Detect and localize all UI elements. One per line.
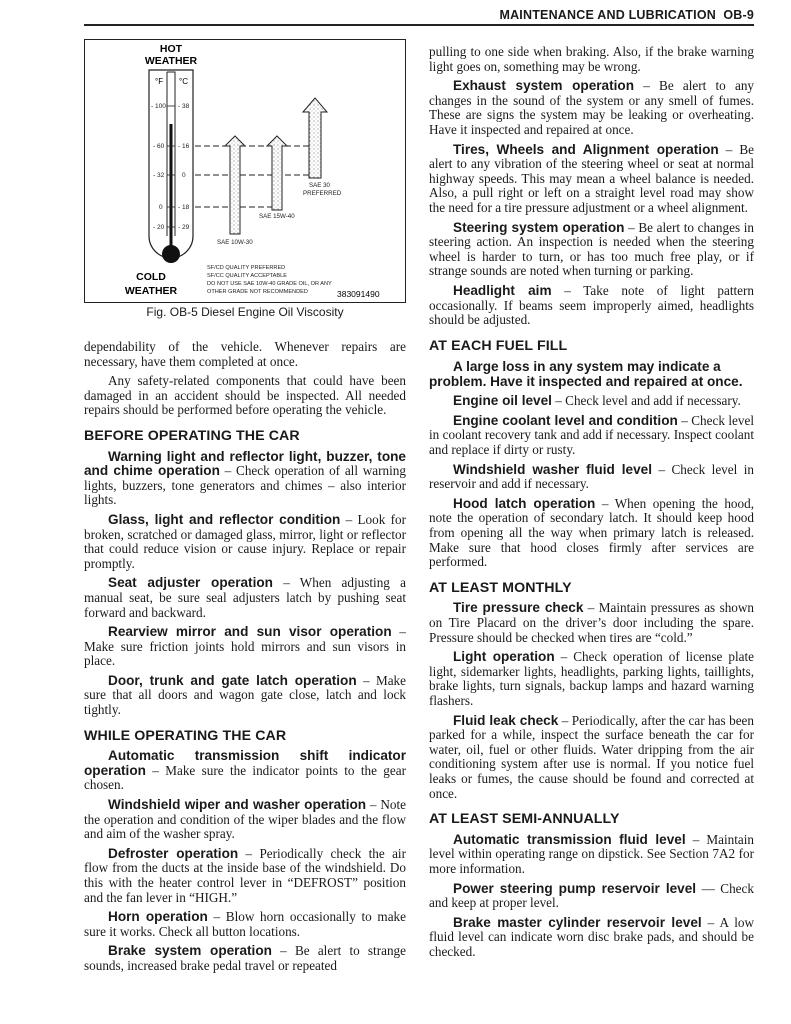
- list-item: Windshield washer fluid level – Check level in reservoir and add if necessary.: [429, 461, 755, 492]
- header-title: MAINTENANCE AND LUBRICATION: [499, 8, 716, 22]
- list-item: Rearview mirror and sun visor operation – Make sure friction joints hold mirrors and sun visors in place.: [84, 624, 407, 669]
- list-item: Tire pressure check – Maintain pressures as shown on Tire Placard on the driver’s door including the spare. Pressure should be checked when tires are “cold.”: [429, 600, 754, 645]
- hot-label-1: HOT: [159, 43, 183, 55]
- right-column: [429, 45, 754, 964]
- list-item: Horn operation – Blow horn occasionally to make sure it works. Check all button locations.: [84, 909, 406, 939]
- list-item: Fluid leak check – Periodically, after the car has been parked for a while, inspect the surface beneath the car for water, oil, fuel or other fluids. Water dripping from the air conditioning system after use is normal. If you notice fuel leaks or fumes, the cause should be found and corrected at once.: [429, 712, 754, 801]
- tick-c-5: - 29: [178, 224, 190, 231]
- list-item: Brake system operation – Be alert to strange sounds, increased brake pedal travel or repeated: [84, 943, 406, 973]
- figure-code: 383091490: [337, 289, 380, 299]
- legend-line-2: SF/CC QUALITY ACCEPTABLE: [207, 273, 287, 279]
- list-item: Engine oil level – Check level and add if necessary.: [453, 393, 741, 409]
- list-item: Exhaust system operation – Be alert to any changes in the sound of the system or any smell of fumes. These are signs the system may be leaking or overheating. Have it inspected and repaired at once.: [429, 78, 755, 137]
- section-heading-monthly: AT LEAST MONTHLY: [429, 579, 572, 596]
- list-item: Automatic transmission fluid level – Maintain level within operating range on dipstick. See Section 7A2 for more information.: [429, 831, 754, 876]
- paragraph: pulling to one side when braking. Also, if the brake warning light goes on, something may be wrong.: [429, 44, 754, 74]
- thermometer-bulb: [162, 245, 180, 263]
- legend-line-4: OTHER GRADE NOT RECOMMENDED: [207, 289, 308, 295]
- list-item: Engine coolant level and condition – Check level in coolant recovery tank and add if necessary. Inspect coolant and replace if dirty or rusty.: [429, 412, 754, 458]
- list-item: Seat adjuster operation – When adjusting a manual seat, be sure seal adjusters latch by pushing seat forward and backward.: [84, 575, 406, 620]
- label-sae10w30: SAE 10W-30: [217, 239, 253, 246]
- tick-c-3: 0: [182, 172, 186, 179]
- list-item: Door, trunk and gate latch operation – Make sure that all doors and wagon gate close, latch and lock tightly.: [84, 672, 406, 718]
- paragraph: dependability of the vehicle. Whenever repairs are necessary, have them completed at once.: [84, 339, 406, 369]
- tick-f-4: 0: [159, 204, 163, 211]
- section-heading-while-operating: WHILE OPERATING THE CAR: [84, 727, 287, 744]
- list-item: Glass, light and reflector condition – Look for broken, scratched or damaged glass, mirror, light or reflector that could reduce vision or cause injury. Replace or repair promptly.: [84, 511, 406, 571]
- tick-c-4: - 18: [178, 204, 190, 211]
- label-sae15w40: SAE 15W-40: [259, 213, 295, 220]
- unit-celsius: °C: [179, 77, 188, 86]
- list-item: Automatic transmission shift indicator operation – Make sure the indicator points to the gear chosen.: [84, 748, 406, 793]
- tick-c-2: - 16: [178, 143, 190, 150]
- oil-viscosity-diagram: [85, 40, 405, 302]
- tick-f-5: - 20: [153, 224, 165, 231]
- legend-line-3: DO NOT USE SAE 10W-40 GRADE OIL, OR ANY: [207, 281, 332, 287]
- cold-label-1: COLD: [136, 271, 166, 283]
- label-preferred: PREFERRED: [303, 190, 342, 197]
- list-item: Headlight aim – Take note of light pattern occasionally. If beams seem improperly aimed, headlights should be adjusted.: [429, 282, 754, 328]
- paragraph: Any safety-related components that could have been damaged in an accident should be inspected. All needed repairs should be performed before operating the vehicle.: [84, 373, 406, 418]
- list-item: Defroster operation – Periodically check the air flow from the ducts at the inside base of the windshield. Do this with the heater control lever in “DEFROST” position and the fan lever in “HIGH.”: [84, 845, 406, 905]
- page-header: [84, 8, 754, 26]
- section-heading-before-operating: BEFORE OPERATING THE CAR: [84, 427, 300, 444]
- list-item: Warning light and reflector light, buzzer, tone and chime operation – Check operation of all warning lights, buzzers, tone generators and chimes – also interior lights.: [84, 448, 406, 508]
- tick-f-3: - 32: [153, 172, 165, 179]
- figure-caption: Fig. OB-5 Diesel Engine Oil Viscosity: [146, 305, 344, 319]
- cold-label-2: WEATHER: [124, 285, 178, 297]
- legend-line-1: SF/CD QUALITY PREFERRED: [207, 265, 286, 271]
- list-item: Windshield wiper and washer operation – Note the operation and condition of the wiper blades and the flow and aim of the washer spray.: [84, 797, 406, 842]
- list-item: Brake master cylinder reservoir level – A low fluid level can indicate worn disc brake pads, and should be checked.: [429, 914, 754, 959]
- header-page-number: OB-9: [723, 8, 754, 22]
- tick-c-1: - 38: [178, 103, 190, 110]
- section-heading-fuel-fill: AT EACH FUEL FILL: [429, 337, 568, 354]
- list-item: Hood latch operation – When opening the hood, note the operation of secondary latch. It should keep hood from opening all the way when primary latch is released. Make sure that hood closes firmly after services are performed.: [429, 495, 754, 570]
- hot-label-2: WEATHER: [144, 55, 198, 67]
- section-heading-semi-annually: AT LEAST SEMI-ANNUALLY: [429, 811, 620, 828]
- tick-f-1: - 100: [151, 103, 166, 110]
- notice-text: A large loss in any system may indicate a problem. Have it inspected and repaired at once.: [429, 359, 743, 390]
- tick-f-2: - 60: [153, 143, 165, 150]
- unit-fahrenheit: °F: [155, 77, 164, 86]
- left-column: [84, 340, 406, 979]
- list-item: Light operation – Check operation of license plate light, sidemarker lights, headlights, parking lights, taillights, brake lights, turn signals, backup lamps and hazard warning flashers.: [429, 649, 755, 708]
- bar-sae-15w40: [267, 136, 287, 210]
- thermometer-mercury: [170, 124, 173, 250]
- list-item: Power steering pump reservoir level — Check and keep at proper level.: [429, 880, 754, 911]
- list-item: Tires, Wheels and Alignment operation – Be alert to any vibration of the steering wheel or seat at normal highway speeds. This may mean a wheel balance is needed. Also, a pull right or left on a straight level road may show the need for a tire pressure adjustment or a wheel alignment.: [429, 141, 754, 215]
- bar-sae-30: [303, 98, 327, 178]
- oil-viscosity-figure: [84, 39, 406, 303]
- bar-sae-10w30: [225, 136, 245, 234]
- list-item: Steering system operation – Be alert to changes in steering action. An inspection is needed when the steering wheel is harder to turn, or has too much free play, or if strange sounds are noted when turning or parking.: [429, 219, 754, 279]
- label-sae30: SAE 30: [309, 182, 330, 189]
